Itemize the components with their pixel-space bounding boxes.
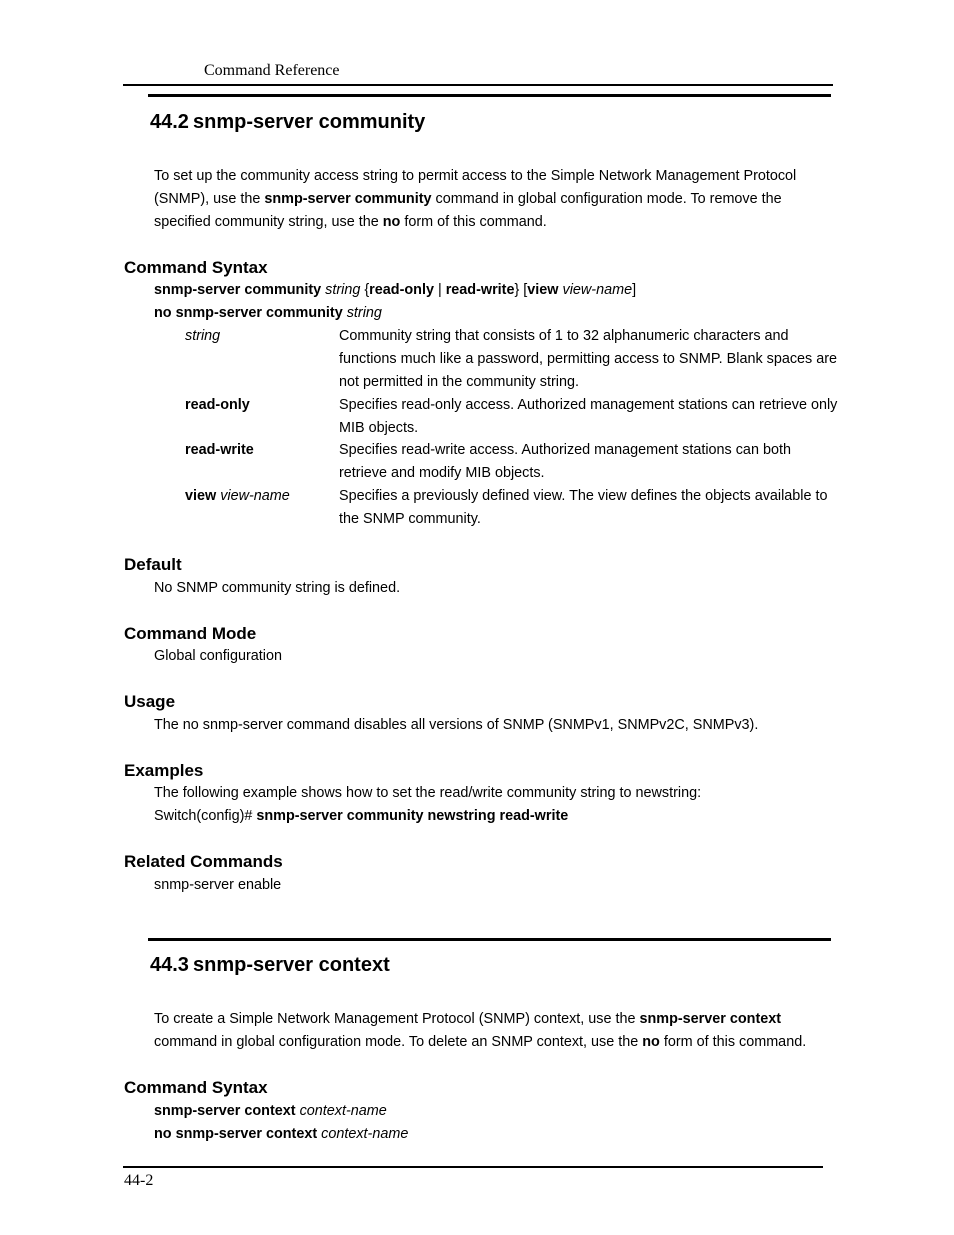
section-name: snmp-server context [193, 954, 390, 976]
heading-usage: Usage [124, 692, 176, 711]
intro-line: (SNMP), use the snmp-server community command in global configuration mode. To remove the [154, 191, 782, 207]
syntax-line: snmp-server context context-name [154, 1103, 387, 1119]
running-header: Command Reference [204, 62, 340, 79]
syntax-line: snmp-server community string {read-only | read-write} [view view-name] [154, 282, 637, 298]
footer-rule [123, 1166, 823, 1168]
param-desc: Specifies read-only access. Authorized management stations can retrieve only MIB objects. [339, 397, 838, 436]
section-number: 44.3 [150, 954, 189, 976]
intro-line: specified community string, use the no form of this command. [154, 214, 547, 230]
syntax-line: no snmp-server community string [154, 305, 382, 321]
intro-paragraph [154, 1008, 806, 1054]
intro-paragraph [154, 165, 796, 234]
section-rule [148, 94, 831, 97]
param-desc: Specifies a previously defined view. The view defines the objects available to the SNMP community. [339, 488, 828, 527]
section-rule [148, 938, 831, 941]
section-number: 44.2 [150, 111, 189, 133]
param-term: string [185, 328, 221, 344]
related-text: snmp-server enable [154, 877, 282, 893]
param-desc: Community string that consists of 1 to 32 alphanumeric characters and functions much like a password, permitting access to SNMP. Blank spaces are not permitted in the community string. [339, 328, 838, 390]
param-desc: Specifies read-write access. Authorized management stations can both retrieve and modify MIB objects. [339, 442, 791, 481]
heading-command-syntax: Command Syntax [124, 1078, 268, 1097]
heading-default: Default [124, 555, 182, 574]
default-text: No SNMP community string is defined. [154, 580, 401, 596]
example-command: Switch(config)# snmp-server community newstring read-write [154, 808, 569, 824]
section-name: snmp-server community [193, 111, 426, 133]
page-number: 44-2 [124, 1172, 154, 1189]
intro-line: To set up the community access string to permit access to the Simple Network Management Protocol [154, 168, 797, 184]
header-rule [123, 84, 833, 86]
section-title [150, 111, 425, 134]
heading-command-mode: Command Mode [124, 624, 257, 643]
section-title [150, 954, 390, 977]
syntax-line: no snmp-server context context-name [154, 1126, 409, 1142]
usage-text: The no snmp-server command disables all versions of SNMP (SNMPv1, SNMPv2C, SNMPv3). [154, 717, 759, 733]
heading-related-commands: Related Commands [124, 852, 283, 871]
heading-command-syntax: Command Syntax [124, 258, 268, 277]
param-term: read-only [185, 397, 250, 413]
heading-examples: Examples [124, 761, 204, 780]
intro-line: command in global configuration mode. To delete an SNMP context, use the no form of this command. [154, 1034, 807, 1050]
examples-text: The following example shows how to set the read/write community string to newstring: [154, 785, 702, 801]
mode-text: Global configuration [154, 648, 282, 664]
intro-line: To create a Simple Network Management Protocol (SNMP) context, use the snmp-server context [154, 1011, 782, 1027]
param-term: read-write [185, 442, 254, 458]
param-term: view view-name [185, 488, 290, 504]
